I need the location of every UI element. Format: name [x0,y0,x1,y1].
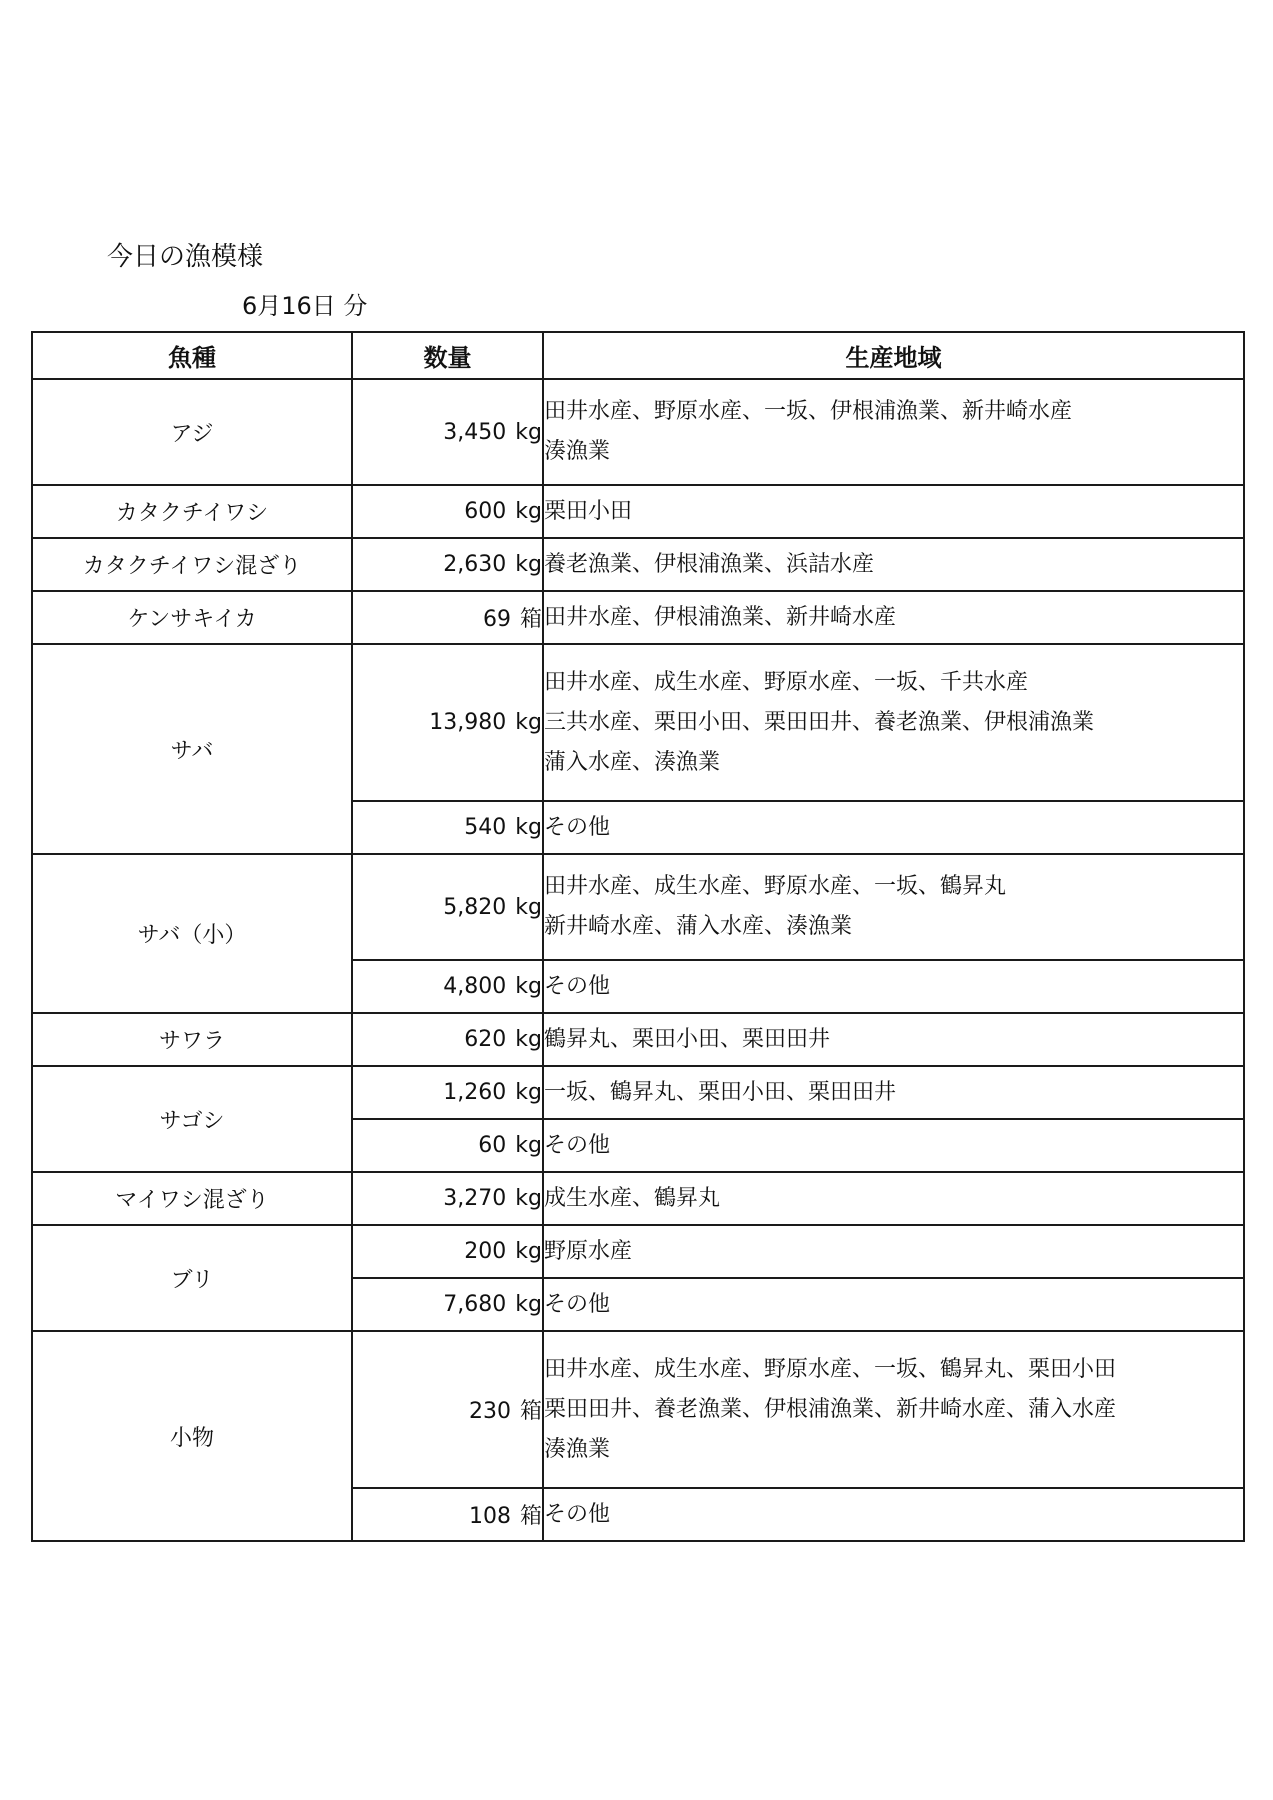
production-region-cell [543,1331,1244,1488]
quantity-cell [352,1331,543,1488]
region-line: 野原水産 [544,1238,633,1264]
production-region-cell [543,1013,1244,1066]
production-region-cell [543,854,1244,960]
quantity-value: 3,270 [443,1186,507,1211]
region-line: 田井水産、成生水産、野原水産、一坂、鶴昇丸 [544,874,1007,899]
quantity-cell [352,1172,543,1225]
production-region-cell [543,538,1244,591]
report-date: 6月16日 分 [242,292,368,320]
quantity-cell [352,1013,543,1066]
quantity-unit: 箱 [519,1504,542,1529]
region-line: 田井水産、野原水産、一坂、伊根浦漁業、新井崎水産 [544,399,1073,424]
page-title: 今日の漁模様 [107,242,264,272]
quantity-cell [352,591,543,644]
header-fish-species: 魚種 [32,332,352,379]
quantity-unit: kg [515,499,542,524]
table-body [32,379,1244,1541]
quantity-value: 7,680 [443,1292,507,1317]
production-region-cell [543,1225,1244,1278]
quantity-cell [352,538,543,591]
table-row [32,591,1244,644]
quantity-value: 230 [468,1399,511,1424]
quantity-cell [352,854,543,960]
quantity-value: 540 [464,815,507,840]
fish-species-cell: ケンサキイカ [32,591,352,644]
region-line: 田井水産、成生水産、野原水産、一坂、鶴昇丸、栗田小田 [544,1356,1117,1382]
table-row [32,1331,1244,1488]
region-line: その他 [544,973,611,999]
region-line: 鶴昇丸、栗田小田、栗田田井 [544,1026,831,1052]
quantity-value: 200 [464,1239,507,1264]
region-line: 一坂、鶴昇丸、栗田小田、栗田田井 [544,1079,897,1105]
quantity-unit: kg [515,1133,542,1158]
production-region-cell [543,485,1244,538]
quantity-value: 2,630 [443,552,507,577]
fish-species-cell: サゴシ [32,1066,352,1172]
quantity-unit: 箱 [519,1399,542,1424]
header-production-region: 生産地域 [543,332,1244,379]
table-header-row [32,332,1244,379]
quantity-cell [352,1488,543,1541]
production-region-cell [543,1066,1244,1119]
quantity-cell [352,485,543,538]
production-region-cell [543,644,1244,801]
region-line: 湊漁業 [544,1436,611,1462]
quantity-unit: kg [515,419,542,445]
production-region-cell [543,801,1244,854]
catch-table [31,331,1245,1542]
region-line: その他 [544,814,611,840]
table-row [32,379,1244,485]
quantity-cell [352,1225,543,1278]
quantity-value: 108 [468,1504,511,1529]
region-line: 新井崎水産、蒲入水産、湊漁業 [544,914,853,939]
fish-species-cell: サバ [32,644,352,854]
quantity-value: 620 [464,1027,507,1052]
region-line: 栗田田井、養老漁業、伊根浦漁業、新井崎水産、蒲入水産 [544,1396,1117,1422]
production-region-cell [543,1172,1244,1225]
region-line: 養老漁業、伊根浦漁業、浜詰水産 [544,551,875,577]
quantity-unit: kg [515,815,542,840]
production-region-cell [543,1488,1244,1541]
quantity-cell [352,1066,543,1119]
region-line: 田井水産、成生水産、野原水産、一坂、千共水産 [544,669,1029,695]
production-region-cell [543,379,1244,485]
fish-species-cell: アジ [32,379,352,485]
region-line: 田井水産、伊根浦漁業、新井崎水産 [544,604,897,630]
fish-species-cell: サワラ [32,1013,352,1066]
region-line: 三共水産、栗田小田、栗田田井、養老漁業、伊根浦漁業 [544,709,1095,735]
quantity-cell [352,801,543,854]
quantity-value: 600 [464,499,507,524]
quantity-value: 69 [482,607,511,632]
table-row [32,485,1244,538]
quantity-value: 60 [478,1133,507,1158]
quantity-unit: kg [515,710,542,735]
quantity-cell [352,644,543,801]
fish-species-cell: カタクチイワシ [32,485,352,538]
fish-species-cell: ブリ [32,1225,352,1331]
quantity-value: 4,800 [443,974,507,999]
production-region-cell [543,1278,1244,1331]
quantity-cell [352,1278,543,1331]
quantity-unit: kg [515,894,542,920]
region-line: 成生水産、鶴昇丸 [544,1185,721,1211]
quantity-cell [352,960,543,1013]
table-row [32,538,1244,591]
table-row [32,644,1244,801]
quantity-unit: kg [515,1186,542,1211]
production-region-cell [543,591,1244,644]
region-line: その他 [544,1291,611,1317]
region-line: その他 [544,1132,611,1158]
fish-species-cell: カタクチイワシ混ざり [32,538,352,591]
fish-species-cell: 小物 [32,1331,352,1541]
table-row [32,1013,1244,1066]
region-line: 栗田小田 [544,498,633,524]
header-quantity: 数量 [352,332,543,379]
quantity-value: 1,260 [443,1080,507,1105]
quantity-value: 3,450 [443,419,507,445]
fish-species-cell: サバ（小） [32,854,352,1013]
region-line: 湊漁業 [544,439,611,464]
quantity-value: 13,980 [429,710,507,735]
region-line: その他 [544,1501,611,1527]
quantity-unit: kg [515,974,542,999]
quantity-unit: kg [515,1027,542,1052]
fish-species-cell: マイワシ混ざり [32,1172,352,1225]
production-region-cell [543,1119,1244,1172]
quantity-unit: kg [515,1239,542,1264]
table-row [32,1172,1244,1225]
production-region-cell [543,960,1244,1013]
quantity-unit: kg [515,552,542,577]
quantity-unit: kg [515,1080,542,1105]
quantity-unit: 箱 [519,607,542,632]
table-row [32,1225,1244,1278]
quantity-value: 5,820 [443,894,507,920]
region-line: 蒲入水産、湊漁業 [544,749,721,775]
quantity-cell [352,379,543,485]
table-row [32,1066,1244,1119]
quantity-unit: kg [515,1292,542,1317]
table-row [32,854,1244,960]
quantity-cell [352,1119,543,1172]
